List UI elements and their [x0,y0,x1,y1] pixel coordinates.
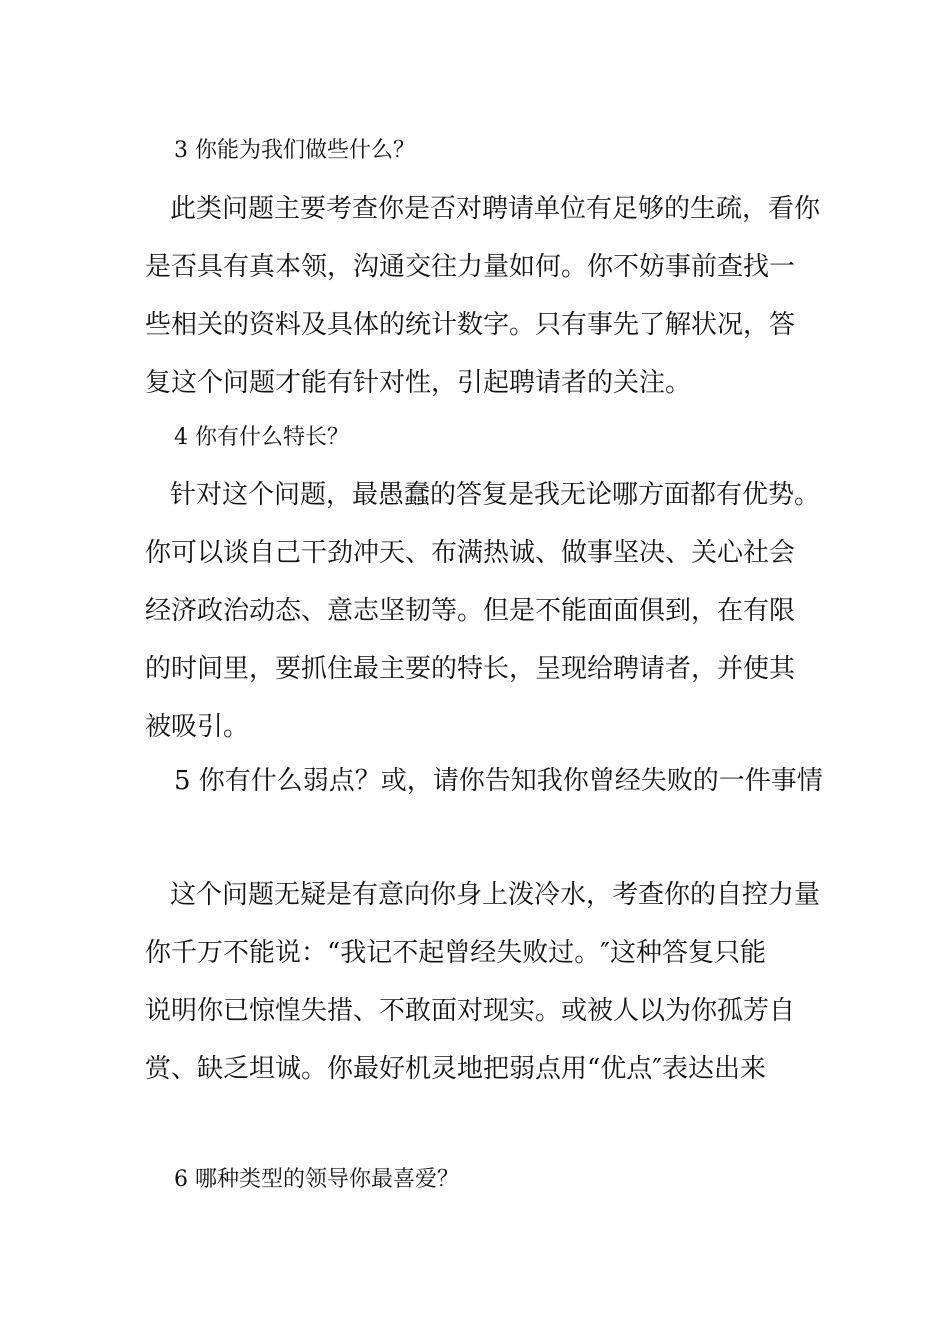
paragraph-line: 些相关的资料及具体的统计数字。只有事先了解状况，答 [145,310,796,340]
paragraph-line: 你千万不能说：“我记不起曾经失败过。″这种答复只能 [145,938,767,968]
paragraph-line: 赏、缺乏坦诚。你最好机灵地把弱点用“优点″表达出来 [145,1054,767,1084]
paragraph-line: 此类问题主要考查你是否对聘请单位有足够的生疏，看你 [170,194,821,224]
paragraph-line: 的时间里，要抓住最主要的特长，呈现给聘请者，并使其 [145,654,796,684]
paragraph-line: 说明你已惊惶失措、不敢面对现实。或被人以为你孤芳自 [145,996,796,1026]
paragraph-line: 针对这个问题，最愚蠢的答复是我无论哪方面都有优势。 [170,480,821,510]
question-5-heading: 5 你有什么弱点？或，请你告知我你曾经失败的一件事情 [174,766,823,796]
paragraph-line: 这个问题无疑是有意向你身上泼冷水，考查你的自控力量 [170,880,821,910]
paragraph-line: 经济政治动态、意志坚韧等。但是不能面面俱到，在有限 [145,596,796,626]
paragraph-line: 你可以谈自己干劲冲天、布满热诚、做事坚决、关心社会 [145,538,796,568]
paragraph-line: 是否具有真本领，沟通交往力量如何。你不妨事前查找一 [145,252,796,282]
question-6-heading: 6 哪种类型的领导你最喜爱？ [174,1167,459,1192]
question-3-heading: 3 你能为我们做些什么？ [174,138,415,163]
paragraph-line: 复这个问题才能有针对性，引起聘请者的关注。 [145,368,692,398]
paragraph-line: 被吸引。 [145,712,250,742]
question-4-heading: 4 你有什么特长？ [174,425,349,450]
